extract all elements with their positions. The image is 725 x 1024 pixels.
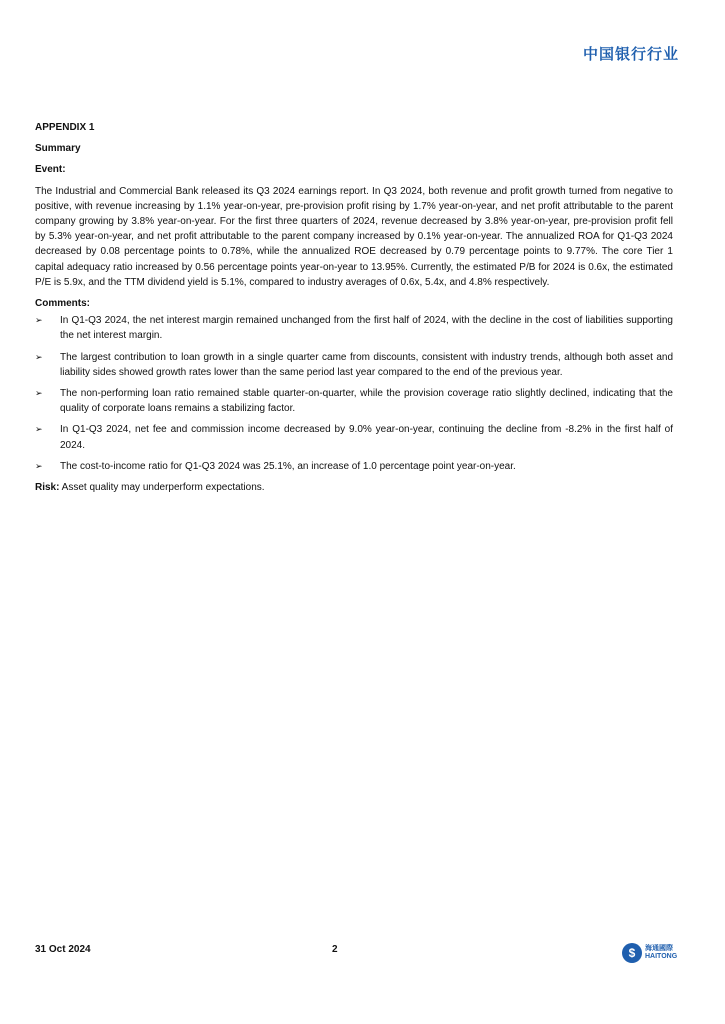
footer-date: 31 Oct 2024 xyxy=(35,944,91,955)
risk-text: Asset quality may underperform expectations. xyxy=(59,482,265,494)
page-number: 2 xyxy=(332,944,338,955)
haitong-emblem-icon: $ xyxy=(622,943,642,963)
haitong-logo: $ 海通國際 HAITONG xyxy=(622,943,677,963)
comments-label: Comments: xyxy=(35,298,91,310)
header-title: 中国银行行业 xyxy=(582,45,679,63)
bullet-arrow-icon: ➢ xyxy=(35,351,43,362)
risk-line xyxy=(35,480,673,495)
bullet-arrow-icon: ➢ xyxy=(35,424,43,435)
list-item: ➢ The largest contribution to loan growth in a single quarter came from discounts, consistent with industry trends, although both asset and liability sides showed growth rates lower than the same period last year compared to the end of the previous year. xyxy=(35,351,673,378)
event-label: Event: xyxy=(35,164,66,176)
summary-heading: Summary xyxy=(35,143,81,155)
list-item: ➢ In Q1-Q3 2024, net fee and commission income decreased by 9.0% year-on-year, continuing the decline from -8.2% in the first half of 2024. xyxy=(35,424,673,451)
list-item: ➢ The non-performing loan ratio remained stable quarter-on-quarter, while the provision coverage ratio slightly declined, indicating that the quality of corporate loans remains a stabilizing factor. xyxy=(35,388,673,415)
list-item: ➢ The cost-to-income ratio for Q1-Q3 2024 was 25.1%, an increase of 1.0 percentage point year-on-year. xyxy=(35,459,673,474)
comments-list xyxy=(35,313,673,474)
appendix-heading: APPENDIX 1 xyxy=(35,122,95,133)
bullet-arrow-icon: ➢ xyxy=(35,388,43,399)
event-text: The Industrial and Commercial Bank released its Q3 2024 earnings report. In Q3 2024, both revenue and profit growth turned from negative to positive, with revenue increasing by 1.1% year-on-year, pre-provision profit rising by 1.7% year-on-year, and net profit attributable to the parent company growing by 3.8% year-on-year. For the first three quarters of 2024, revenue decreased by 3.8% year-on-year, pre-provision profit fell by 5.3% year-on-year, and net profit attributable to the parent company increased by 0.1% year-on-year. The annualized ROA for Q1-Q3 2024 decreased by 0.08 percentage points to 0.78%, while the annualized ROE decreased by 0.79 percentage points to 9.77%. The core Tier 1 capital adequacy ratio increased by 0.56 percentage points year-on-year to 13.95%. Currently, the estimated P/B for 2024 is 0.6x, the estimated P/E is 5.9x, and the TTM dividend yield is 5.1%, compared to industry averages of 0.6x, 5.4x, and 4.8% respectively. xyxy=(35,185,673,288)
bullet-arrow-icon: ➢ xyxy=(35,315,43,326)
list-item: ➢ In Q1-Q3 2024, the net interest margin remained unchanged from the first half of 2024, with the decline in the cost of liabilities supporting the net interest margin. xyxy=(35,315,673,342)
risk-label: Risk: xyxy=(35,482,60,494)
document-body xyxy=(35,120,673,495)
bullet-arrow-icon: ➢ xyxy=(35,460,43,471)
